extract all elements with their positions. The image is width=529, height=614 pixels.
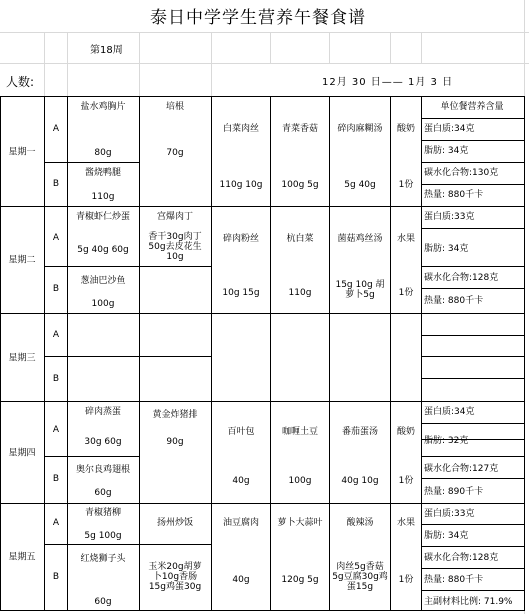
grid-line [421,546,524,547]
gridline [270,32,271,63]
dish-qty: 10g 15g [222,288,260,298]
day-label-tuesday: 星期二 [8,255,36,266]
dish-name: 番茄蛋汤 [341,427,379,437]
day-label-friday: 星期五 [8,552,36,563]
nutrition-ratio: 主副材料比例: 71.9% [424,597,513,607]
dish-qty: 40g [232,476,250,486]
nutrition-value: 脂肪: 32克 [424,436,469,446]
nutrition-value: 碳水化合物:128克 [424,553,499,563]
row-b-label: B [52,284,60,294]
dish-name: 培根 [165,102,185,112]
grid-line [421,356,524,357]
dish-name: 葱油巴沙鱼 [80,276,126,286]
dish-qty: 5g 40g 60g [77,245,129,255]
dish-name: 碎肉蒸蛋 [84,407,122,417]
page-title: 泰日中学学生营养午餐食谱 [150,8,366,28]
gridline [67,32,68,96]
gridline [0,32,529,33]
dish-qty: 100g [91,299,115,309]
nutrition-value: 脂肪: 34克 [424,146,469,156]
grid-line [44,162,68,163]
dish-qty: 110g 10g [219,180,263,190]
dish-name: 宫爆肉丁 [156,212,194,222]
dish-name: 咖喱土豆 [281,427,319,437]
nutrition-value: 蛋白质:33克 [424,212,475,222]
nutrition-value: 蛋白质:34克 [424,124,475,134]
dish-name: 盐水鸡胸片 [80,102,126,112]
nutrition-value: 热量: 890千卡 [424,487,484,497]
dish-qty: 60g [94,488,112,498]
dish-name: 青菜香菇 [281,124,319,134]
nutrition-value: 碳水化合物:128克 [424,273,499,283]
dish-name: 碎肉麻糊汤 [337,124,383,134]
dish-qty: 香干30g肉丁50g去皮花生10g [148,232,202,262]
grid-line [421,228,524,229]
grid-line [421,378,524,379]
dish-name: 杭白菜 [286,234,314,244]
grid-line [0,503,524,504]
dish-name: 奥尔良鸡翅根 [75,465,131,475]
dish-name: 水果 [396,234,416,244]
row-a-label: A [52,330,60,340]
gridline [421,32,422,63]
dish-qty: 120g 5g [281,575,319,585]
gridline [44,32,45,96]
day-label-thursday: 星期四 [8,448,36,459]
grid-line [524,96,525,611]
dish-qty: 80g [94,148,112,158]
dish-name: 红烧狮子头 [80,554,126,564]
dish-name: 白菜肉丝 [222,124,260,134]
dish-qty: 1份 [398,575,414,585]
nutrition-value: 碳水化合物:127克 [424,464,499,474]
grid-line [421,162,524,163]
dish-qty: 5g 100g [84,531,122,541]
grid-line [44,266,212,267]
dish-qty: 110g [91,192,115,202]
nutrition-value: 热量: 880千卡 [424,296,484,306]
dish-qty: 30g 60g [84,437,122,447]
grid-line [0,96,524,97]
dish-qty: 100g 5g [281,180,319,190]
grid-line [421,590,524,591]
row-a-label: A [52,233,60,243]
dish-qty: 40g [232,575,250,585]
grid-line [44,96,45,611]
grid-line [421,568,524,569]
row-b-label: B [52,179,60,189]
dish-name: 菌菇鸡丝汤 [337,234,383,244]
row-a-label: A [52,124,60,134]
grid-line [211,96,212,611]
dish-qty: 1份 [398,476,414,486]
row-b-label: B [52,374,60,384]
dish-name: 油豆腐肉 [222,518,260,528]
dish-qty: 40g 10g [341,476,379,486]
grid-line [421,335,524,336]
dish-name: 扬州炒饭 [156,518,194,528]
grid-line [421,524,524,525]
dish-qty: 100g [288,476,312,486]
grid-line [0,313,524,314]
nutrition-value: 碳水化合物:130克 [424,168,499,178]
grid-line [67,162,139,163]
grid-line [44,456,140,457]
grid-line [44,544,212,545]
gridline [0,63,529,64]
nutrition-value: 热量: 880千卡 [424,190,484,200]
dish-name: 酸辣汤 [346,518,374,528]
grid-line [0,610,524,611]
nutrition-value: 脂肪: 34克 [424,531,469,541]
dish-name: 酱烧鸭腿 [84,168,122,178]
dish-name: 百叶包 [227,427,255,437]
dish-qty: 60g [94,597,112,607]
grid-line [421,140,524,141]
grid-line [0,96,1,611]
nutrition-value: 脂肪: 34克 [424,244,469,254]
dish-name: 酸奶 [396,427,416,437]
grid-line [390,96,391,611]
grid-line [421,184,524,185]
nutrition-value: 蛋白质:33克 [424,509,475,519]
grid-line [44,356,212,357]
row-b-label: B [52,572,60,582]
grid-line [421,266,524,267]
grid-line [67,96,68,611]
grid-line [421,96,422,611]
dish-qty: 肉丝5g香菇5g豆腐30g鸡蛋15g [332,562,388,592]
grid-line [139,96,140,611]
nutrition-value: 蛋白质:34克 [424,407,475,417]
grid-line [329,96,330,611]
nutrition-value: 热量: 880千卡 [424,575,484,585]
dish-qty: 70g [166,148,184,158]
grid-line [421,118,524,119]
dish-qty: 5g 40g [344,180,376,190]
dish-name: 碎肉粉丝 [222,234,260,244]
grid-line [421,456,524,457]
row-b-label: B [52,474,60,484]
dish-name: 萝卜大蒜叶 [277,518,323,528]
grid-line [421,423,524,424]
gridline [139,32,140,96]
day-label-monday: 星期一 [8,147,36,158]
people-count-label: 人数: [6,75,35,89]
dish-name: 青椒猪柳 [84,508,122,518]
nutrition-header: 单位餐营养含量 [440,102,504,112]
grid-line [0,206,524,207]
dish-name: 黄金炸猪排 [152,410,198,420]
gridline [390,32,391,63]
date-range: 12月 30 日—— 1月 3 日 [322,77,454,88]
dish-qty: 1份 [398,288,414,298]
dish-qty: 15g 10g 胡萝卜5g [335,280,385,300]
grid-line [421,288,524,289]
grid-line [270,96,271,611]
grid-line [421,478,524,479]
dish-name: 水果 [396,518,416,528]
dish-name: 青椒虾仁炒蛋 [75,212,131,222]
day-label-wednesday: 星期三 [8,353,36,364]
gridline [329,32,330,63]
row-a-label: A [52,425,60,435]
dish-qty: 玉米20g胡萝卜10g香肠15g鸡蛋30g [148,562,202,592]
dish-qty: 110g [288,288,312,298]
row-a-label: A [52,518,60,528]
dish-qty: 90g [166,437,184,447]
dish-qty: 1份 [398,180,414,190]
dish-name: 酸奶 [396,124,416,134]
gridline [211,32,212,96]
grid-line [0,401,524,402]
week-label: 第18周 [90,45,123,56]
